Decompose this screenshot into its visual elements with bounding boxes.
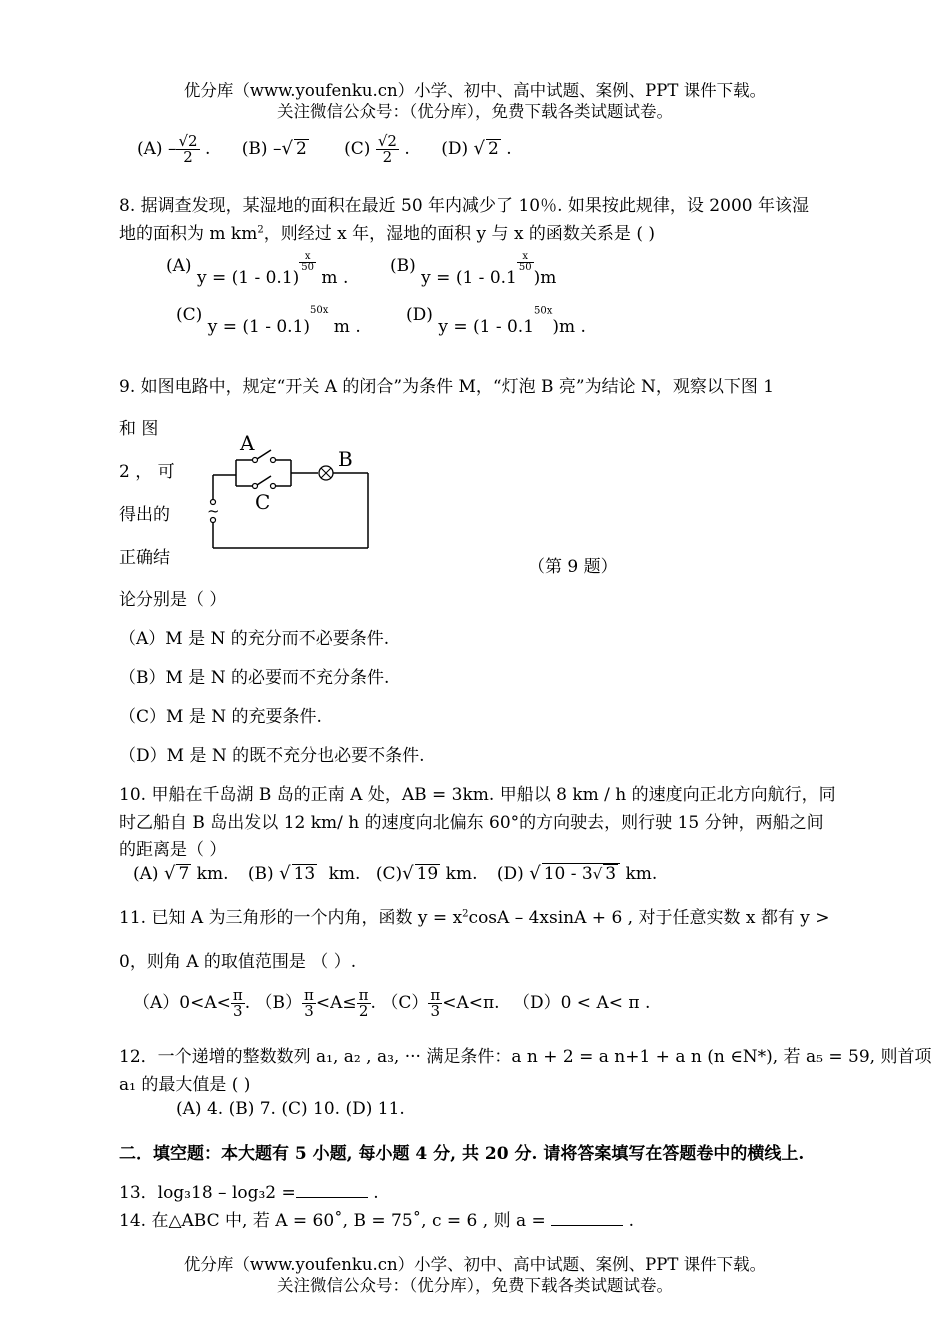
q8-a-exp-num: x bbox=[299, 252, 316, 263]
q11-line-1-sup: 2 bbox=[462, 908, 469, 920]
q10-b-radicand: 13 bbox=[293, 864, 316, 884]
q11-c-num: π bbox=[430, 986, 441, 1004]
q10-line-3: 的距离是（ ） bbox=[119, 840, 227, 860]
q11-b-den1: 3 bbox=[304, 1002, 314, 1020]
q7-b-radicand: 2 bbox=[295, 139, 307, 159]
q9-side-1: 和 图 bbox=[119, 419, 159, 439]
q8-line-2a: 地的面积为 m km bbox=[119, 224, 258, 244]
q8-d-exp: 50x bbox=[534, 305, 553, 317]
q13-end: . bbox=[373, 1183, 379, 1203]
q8-option-b-formula: y = (1 - 0.1 bbox=[421, 268, 517, 288]
q8-option-c-formula: y = (1 - 0.1) bbox=[207, 317, 311, 337]
q8-option-b-tail: )m bbox=[533, 268, 557, 288]
q11-b-mid: <A≤ bbox=[315, 993, 357, 1013]
q11-line-1a: 11. 已知 A 为三角形的一个内角，函数 y = x bbox=[119, 908, 463, 928]
q11-b-num2: π bbox=[358, 986, 369, 1004]
q8-option-b-label: (B) bbox=[390, 256, 416, 276]
q8-option-a-formula: y = (1 - 0.1) bbox=[196, 268, 300, 288]
q11-c-den: 3 bbox=[430, 1002, 441, 1020]
q11-line-2: 0，则角 A 的取值范围是 （ ）. bbox=[119, 952, 357, 972]
q8-b-exp-den: 50 bbox=[518, 262, 532, 273]
q9-side-4: 正确结 bbox=[119, 548, 170, 568]
q14-text: 14. 在△ABC 中, 若 A = 60˚, B = 75˚, c = 6 , 则 a = bbox=[119, 1211, 546, 1231]
q11-b-num1: π bbox=[304, 986, 314, 1004]
q8-option-a bbox=[166, 251, 349, 288]
q9-option-a: （A）M 是 N 的充分而不必要条件. bbox=[119, 629, 390, 649]
q9-side-2: 2 ， 可 bbox=[119, 462, 175, 482]
q11-option-a-pre: （A）0<A< bbox=[133, 993, 231, 1013]
q9-line-end: 论分别是（ ） bbox=[119, 590, 227, 610]
q13 bbox=[119, 1178, 379, 1203]
q8-option-b bbox=[390, 251, 557, 288]
q8-b-exp-num: x bbox=[517, 252, 534, 263]
q11-line-1 bbox=[119, 903, 830, 928]
q11-option-d: （D）0 < A< π . bbox=[512, 993, 651, 1013]
q11-c-end: <A<π. bbox=[442, 993, 500, 1013]
q7-option-d-label: (D) bbox=[441, 139, 469, 159]
q8-c-exp: 50x bbox=[310, 305, 329, 317]
switch-a-label: A bbox=[240, 431, 255, 455]
q8-line-2-sup: 2 bbox=[257, 224, 264, 236]
q8-line-2b: ，则经过 x 年，湿地的面积 y 与 x 的函数关系是 ( ) bbox=[263, 224, 656, 244]
q8-option-d bbox=[406, 305, 586, 337]
q7-options: (A) – $\frac{√2}{2}$ . (B) –√ 2 (C) $\frac{√2}{2}$ . (D) √ 2 . bbox=[137, 132, 512, 166]
q7-option-b-label: (B) – bbox=[241, 139, 282, 159]
q9-option-c: （C）M 是 N 的充要条件. bbox=[119, 707, 322, 727]
q13-text: 13．log₃18 – log₃2 = bbox=[119, 1183, 296, 1203]
q7-c-end: . bbox=[404, 139, 410, 159]
q8-option-d-formula: y = (1 - 0.1 bbox=[438, 317, 535, 337]
q10-option-c-label: (C) bbox=[375, 864, 403, 884]
q8-a-exp-den: 50 bbox=[301, 262, 315, 273]
q7-c-denominator: 2 bbox=[382, 148, 393, 166]
q7-a-numerator: √2 bbox=[178, 132, 198, 150]
q11-b-end: . bbox=[370, 993, 376, 1013]
q10-line-1: 10. 甲船在千岛湖 B 岛的正南 A 处，AB = 3km. 甲船以 8 km / h 的速度向正北方向航行，同 bbox=[119, 785, 836, 805]
q10-option-a-label: (A) bbox=[133, 864, 159, 884]
q9-side-3: 得出的 bbox=[119, 505, 170, 525]
circuit-diagram bbox=[203, 430, 383, 555]
q14-answer-blank[interactable] bbox=[551, 1211, 623, 1226]
q12-line-2: a₁ 的最大值是 ( ) bbox=[119, 1075, 251, 1095]
switch-a-lever bbox=[257, 450, 271, 459]
q7-option-a-label: (A) – bbox=[137, 139, 177, 159]
q9-caption: （第 9 题） bbox=[528, 557, 618, 577]
switch-c-contact-left bbox=[253, 484, 258, 489]
switch-c-label: C bbox=[255, 490, 271, 514]
q12-line-1: 12．一个递增的整数数列 a₁, a₂ , a₃, ··· 满足条件：a n + 2 = a n+1 + a n (n ∈N*), 若 a₅ = 59, 则首项 bbox=[119, 1047, 932, 1067]
q8-option-d-label: (D) bbox=[406, 305, 433, 325]
q11-option-c-pre: （C） bbox=[381, 993, 429, 1013]
q11-options bbox=[133, 988, 650, 1019]
q11-line-1b: cosA – 4xsinA + 6 , 对于任意实数 x 都有 y > bbox=[468, 908, 830, 928]
q9-option-d: （D）M 是 N 的既不充分也必要不条件. bbox=[119, 746, 425, 766]
q8-option-a-tail: m . bbox=[321, 268, 349, 288]
q8-option-c bbox=[176, 305, 361, 337]
q10-option-d-label: (D) bbox=[496, 864, 524, 884]
q7-a-end: . bbox=[204, 139, 211, 159]
q7-c-numerator: √2 bbox=[377, 132, 397, 150]
q10-a-tail: km. bbox=[196, 864, 229, 884]
q10-c-radicand: 19 bbox=[416, 864, 439, 884]
q14-end: . bbox=[628, 1211, 634, 1231]
q9-line-1: 9. 如图电路中，规定“开关 A 的闭合”为条件 M，“灯泡 B 亮”为结论 N，观察以下图 1 bbox=[119, 377, 775, 397]
header-line-1: 优分库（www.youfenku.cn）小学、初中、高中试题、案例、PPT 课件下载。 bbox=[183, 81, 767, 100]
q7-d-radicand: 2 bbox=[487, 139, 499, 159]
q7-a-denominator: 2 bbox=[183, 148, 193, 166]
q12-options: (A) 4. (B) 7. (C) 10. (D) 11. bbox=[176, 1099, 405, 1119]
footer-line-2: 关注微信公众号：（优分库），免费下载各类试题试卷。 bbox=[277, 1276, 673, 1295]
q10-options: (A) √ 7 km. (B) √ 13 km. (C)√ 19 km. (D) √ 10 - 3√ 3 km. bbox=[133, 863, 658, 884]
q10-a-radicand: 7 bbox=[178, 864, 190, 884]
header-line-2: 关注微信公众号：（优分库），免费下载各类试题试卷。 bbox=[277, 102, 673, 121]
switch-c-lever bbox=[257, 476, 271, 485]
q9-option-b: （B）M 是 N 的必要而不充分条件. bbox=[119, 668, 390, 688]
q11-a-num: π bbox=[232, 986, 243, 1004]
q8-option-a-label: (A) bbox=[166, 256, 192, 276]
switch-a-contact-right bbox=[271, 458, 276, 463]
q8-option-c-label: (C) bbox=[176, 305, 203, 325]
lamp-b-label: B bbox=[338, 447, 353, 471]
q8-line-2 bbox=[119, 219, 655, 244]
q10-d-radicand-pre: 10 - 3 bbox=[543, 864, 593, 884]
q8-option-c-tail: m . bbox=[333, 317, 361, 337]
q10-b-tail: km. bbox=[328, 864, 361, 884]
q11-a-den: 3 bbox=[233, 1002, 243, 1020]
q7-option-c-label: (C) bbox=[344, 139, 371, 159]
q7-d-end: . bbox=[506, 139, 512, 159]
q11-b-den2: 2 bbox=[358, 1002, 369, 1020]
q8-line-1: 8. 据调查发现，某湿地的面积在最近 50 年内减少了 10％. 如果按此规律，设 2000 年该湿 bbox=[119, 196, 809, 216]
q8-option-d-tail: )m . bbox=[552, 317, 586, 337]
q14 bbox=[119, 1206, 634, 1231]
q10-d-radicand-inner: 3 bbox=[605, 864, 617, 884]
q10-line-2: 时乙船自 B 岛出发以 12 km/ h 的速度向北偏东 60°的方向驶去，则行驶 15 分钟，两船之间 bbox=[119, 813, 824, 833]
switch-c-contact-right bbox=[271, 484, 276, 489]
q10-c-tail: km. bbox=[445, 864, 478, 884]
footer-line-1: 优分库（www.youfenku.cn）小学、初中、高中试题、案例、PPT 课件下载。 bbox=[183, 1255, 767, 1274]
q11-a-end: . bbox=[244, 993, 251, 1013]
section-2-heading: 二．填空题：本大题有 5 小题, 每小题 4 分, 共 20 分. 请将答案填写在答题卷中的横线上. bbox=[119, 1144, 805, 1164]
q10-option-b-label: (B) bbox=[247, 864, 274, 884]
q13-answer-blank[interactable] bbox=[296, 1183, 368, 1198]
switch-a-contact-left bbox=[253, 458, 258, 463]
ac-source-symbol: ~ bbox=[207, 502, 220, 520]
q10-d-tail: km. bbox=[625, 864, 658, 884]
q11-option-b-pre: （B） bbox=[255, 993, 303, 1013]
